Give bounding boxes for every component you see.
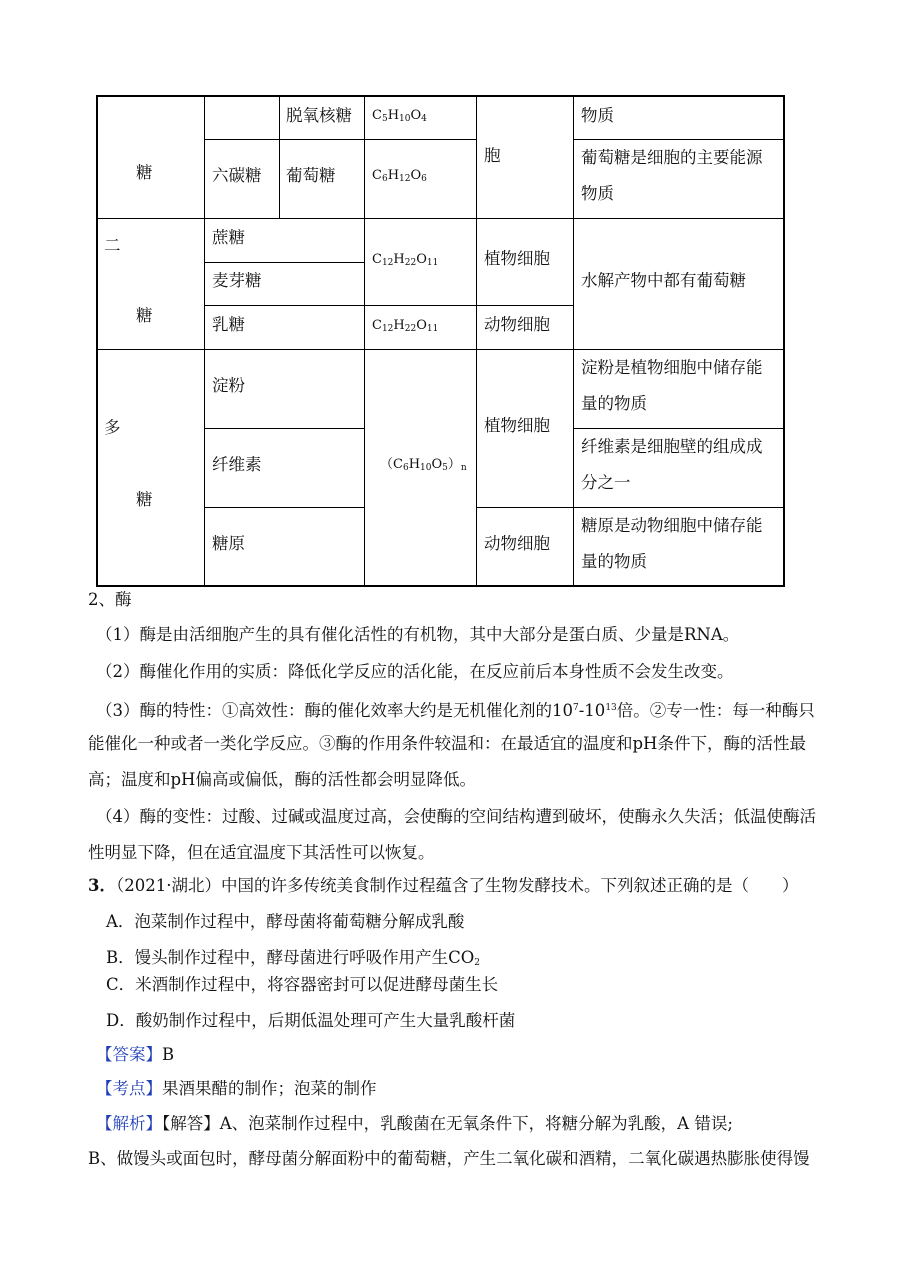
cell-animal-cell-di: 动物细胞 — [484, 315, 550, 334]
option-d: D．酸奶制作过程中，后期低温处理可产生大量乳酸杆菌 — [106, 1011, 516, 1030]
cell-mono-label: 糖 — [136, 163, 153, 182]
cell-di-label-bottom: 糖 — [136, 306, 153, 325]
cell-func-cellulose-2: 分之一 — [581, 473, 631, 492]
answer-line: 【答案】B — [96, 1045, 175, 1064]
cell-func-glucose-2: 物质 — [581, 184, 614, 203]
option-c: C．米酒制作过程中，将容器密封可以促进酵母菌生长 — [106, 975, 499, 994]
cell-func-starch-1: 淀粉是植物细胞中储存能 — [581, 358, 763, 377]
cell-plant-cell-di: 植物细胞 — [484, 249, 550, 268]
jiexi-line1: 【解析】【解答】A、泡菜制作过程中，乳酸菌在无氧条件下，将糖分解为乳酸，A 错误; — [96, 1114, 733, 1133]
jiexi-line2: B、做馒头或面包时，酵母菌分解面粉中的葡萄糖，产生二氧化碳和酒精，二氧化碳遇热膨胀使得馒 — [88, 1149, 810, 1168]
answer-tag: 【答案】 — [96, 1045, 162, 1064]
enzyme-p2: （2）酶催化作用的实质：降低化学反应的活化能，在反应前后本身性质不会发生改变。 — [96, 662, 734, 681]
question-stem: 3．（2021·湖北）中国的许多传统美食制作过程蕴含了生物发酵技术。下列叙述正确的是（ ） — [88, 876, 799, 895]
cell-plant-cell-poly: 植物细胞 — [484, 416, 550, 435]
option-b: B．馒头制作过程中，酵母菌进行呼吸作用产生$CO_2$ — [106, 948, 481, 968]
cell-func-row1: 物质 — [581, 106, 614, 125]
cell-cellulose: 纤维素 — [212, 455, 262, 474]
cell-lactose: 乳糖 — [212, 315, 245, 334]
cell-func-glucose-1: 葡萄糖是细胞的主要能源 — [581, 148, 763, 167]
cell-sucrose: 蔗糖 — [212, 228, 245, 247]
cell-maltose: 麦芽糖 — [212, 271, 262, 290]
cell-formula-c12-b: $C_{12}H_{22}O_{11}$ — [372, 318, 439, 334]
cell-location-bao: 胞 — [484, 146, 501, 165]
cell-poly-label-top: 多 — [104, 418, 121, 437]
cell-func-di: 水解产物中都有葡萄糖 — [581, 271, 746, 290]
cell-glycogen: 糖原 — [212, 534, 245, 553]
cell-formula-c5: $C_5H_{10}O_4$ — [372, 108, 427, 124]
enzyme-p3-line2: 能催化一种或者一类化学反应。③酶的作用条件较温和：在最适宜的温度和pH条件下，酶的活性最 — [88, 734, 806, 753]
cell-di-label-top: 二 — [104, 236, 121, 255]
cell-formula-c6: $C_6H_{12}O_6$ — [372, 168, 427, 184]
cell-func-starch-2: 量的物质 — [581, 394, 647, 413]
option-a: A．泡菜制作过程中，酵母菌将葡萄糖分解成乳酸 — [106, 912, 465, 931]
question-number: 3． — [88, 876, 116, 895]
section-heading: 2、酶 — [88, 590, 132, 609]
cell-formula-c12-a: $C_{12}H_{22}O_{11}$ — [372, 252, 439, 268]
cell-animal-cell-poly: 动物细胞 — [484, 534, 550, 553]
kaodian-tag: 【考点】 — [96, 1079, 162, 1098]
cell-func-cellulose-1: 纤维素是细胞壁的组成成 — [581, 437, 763, 456]
cell-glucose: 葡萄糖 — [286, 166, 336, 185]
cell-hexose: 六碳糖 — [212, 166, 262, 185]
enzyme-p3-line1: （3）酶的特性：①高效性：酶的催化效率大约是无机催化剂的$10^7-10^{13}$倍。②专一性：每一种酶只 — [96, 701, 815, 720]
cell-formula-poly: $(C_6H_{10}O_5)_n$ — [380, 457, 467, 473]
cell-starch: 淀粉 — [212, 376, 245, 395]
enzyme-p3-line3: 高；温度和pH偏高或偏低，酶的活性都会明显降低。 — [88, 770, 476, 789]
enzyme-p1: （1）酶是由活细胞产生的具有催化活性的有机物，其中大部分是蛋白质、少量是RNA。 — [96, 625, 740, 644]
enzyme-p4-line2: 性明显下降，但在适宜温度下其活性可以恢复。 — [88, 843, 435, 862]
cell-func-glycogen-2: 量的物质 — [581, 552, 647, 571]
cell-poly-label-bottom: 糖 — [136, 490, 153, 509]
jiexi-tag: 【解析】 — [96, 1114, 162, 1133]
kaodian-line: 【考点】果酒果醋的制作；泡菜的制作 — [96, 1079, 377, 1098]
cell-func-glycogen-1: 糖原是动物细胞中储存能 — [581, 516, 763, 535]
cell-deoxyribose: 脱氧核糖 — [286, 106, 352, 125]
enzyme-p4-line1: （4）酶的变性：过酸、过碱或温度过高，会使酶的空间结构遭到破坏，使酶永久失活；低温使酶活 — [96, 807, 816, 826]
